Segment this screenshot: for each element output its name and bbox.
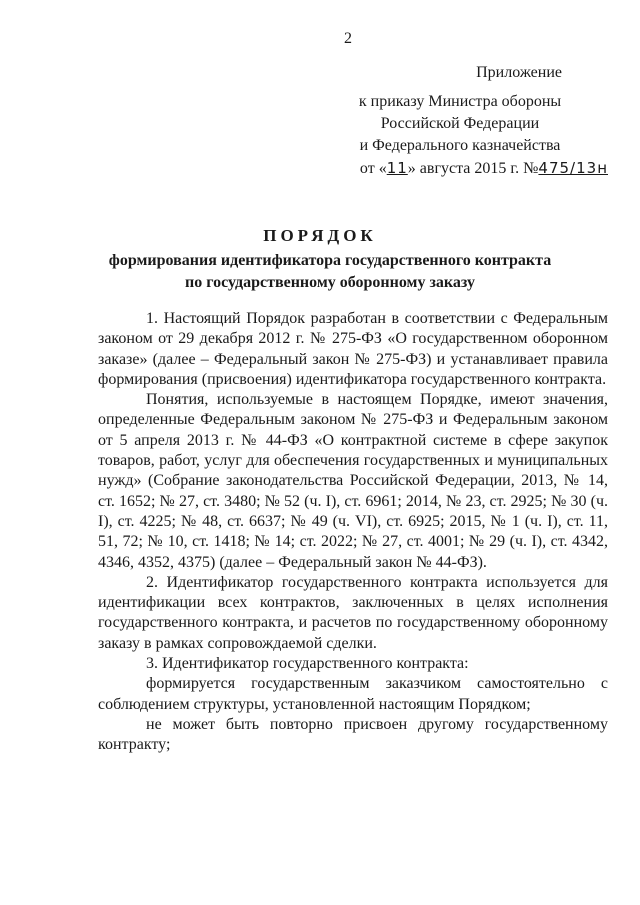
paragraph: формируется государственным заказчиком самостоятельно с соблюдением структуры, установленной настоящим Порядком; [98,675,608,713]
date-day-handwritten: 11 [386,159,408,177]
document-title: ПОРЯДОК [263,226,377,245]
paragraph: 3. Идентификатор государственного контракта: [146,655,469,673]
document-body [98,309,608,756]
date-middle: » августа 2015 г. № [407,160,539,177]
paragraph: 1. Настоящий Порядок разработан в соответствии с Федеральным законом от 29 декабря 2012 г. № 275-ФЗ «О государственном оборонном заказе» (далее – Федеральный закон № 275-ФЗ) и устанавливает правила формирования (присвоения) идентификатора государственного контракта. [98,310,608,388]
appendix-line: и Федерального казначейства [359,137,561,154]
paragraph: Понятия, используемые в настоящем Порядке, имеют значения, определенные Федеральным законом № 275-ФЗ и Федеральным законом от 5 апреля 2013 г. № 44-ФЗ «О контрактной системе в сфере закупок товаров, работ, услуг для обеспечения государственных и муниципальных нужд» (Собрание законодательства Российской Федерации, 2013, № 14, ст. 1652; № 27, ст. 3480; № 52 (ч. I), ст. 6961; 2014, № 23, ст. 2925; № 30 (ч. I), ст. 4225; № 48, ст. 6637; № 49 (ч. VI), ст. 6925; 2015, № 1 (ч. I), ст. 11, 51, 72; № 10, ст. 1418; № 14; ст. 2022; № 27, ст. 4001; № 29 (ч. I), ст. 4342, 4346, 4352, 4375) (далее – Федеральный закон № 44-ФЗ). [98,391,608,571]
appendix-line: Российской Федерации [380,115,540,132]
appendix-line: к приказу Министра обороны [358,93,562,110]
subtitle-line: по государственному оборонному заказу [185,274,475,291]
document-subtitle [80,250,580,294]
subtitle-line: формирования идентификатора государственного контракта [108,252,552,269]
paragraph: не может быть повторно присвоен другому государственному контракту; [98,715,608,754]
page-number: 2 [344,30,352,47]
appendix-header: Приложение [476,64,562,81]
paragraph: 2. Идентификатор государственного контракта используется для идентификации всех контрактов, заключенных в целях исполнения государственного контракта, и расчетов по государственному оборонному заказу в рамках сопровождаемой сделки. [98,573,608,652]
appendix-date-line [310,157,610,180]
appendix-block [310,62,610,180]
date-prefix: от « [359,160,387,177]
order-number-handwritten: 475/13н [538,159,608,177]
